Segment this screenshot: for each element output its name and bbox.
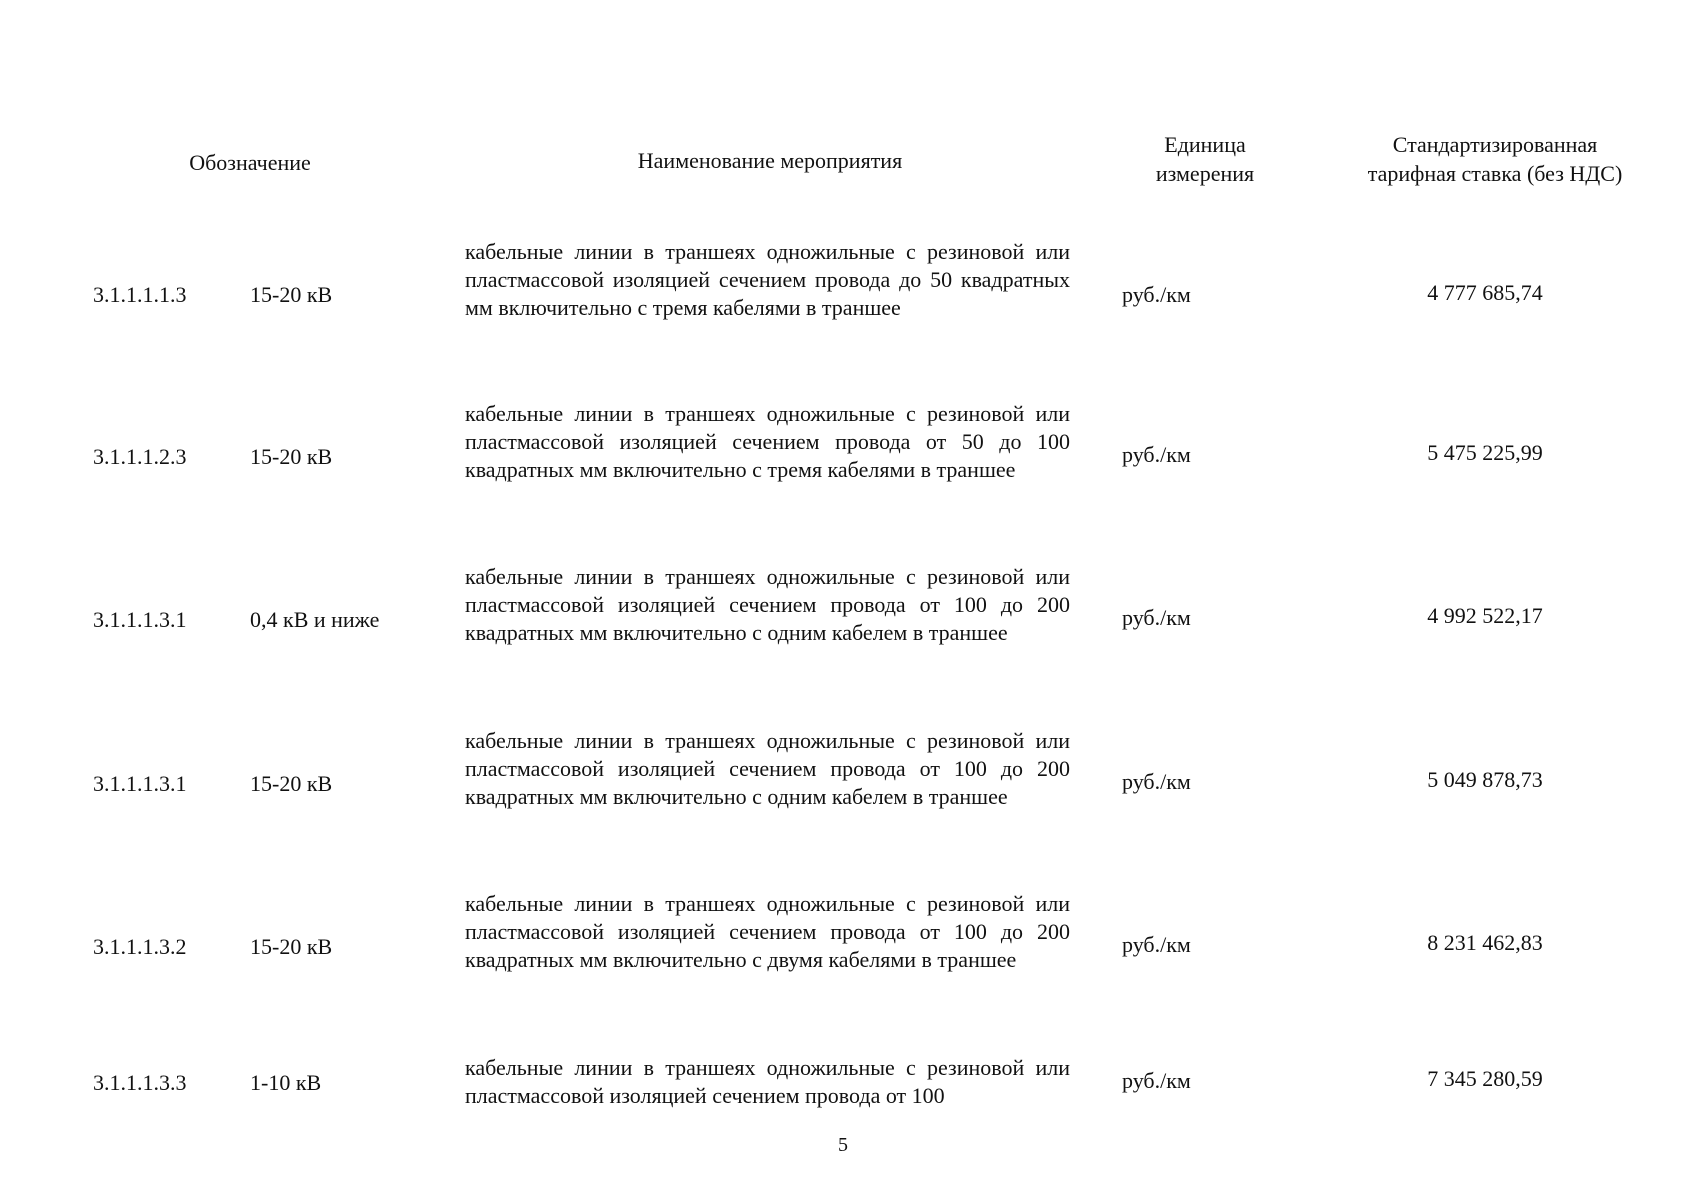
row-unit: руб./км: [1122, 769, 1191, 794]
row-rate: 8 231 462,83: [1427, 930, 1543, 955]
row-code: 3.1.1.1.2.3: [93, 444, 187, 469]
page-number: 5: [838, 1134, 848, 1156]
table-row: [0, 238, 1697, 358]
row-voltage: 0,4 кВ и ниже: [250, 607, 380, 632]
row-rate: 7 345 280,59: [1427, 1066, 1543, 1091]
row-rate: 4 992 522,17: [1427, 603, 1543, 628]
row-description: кабельные линии в траншеях одножильные с резиновой или пластмассовой изоляцией сечением провода до 50 квадратных мм включительно с тремя кабелями в траншее: [465, 239, 1070, 320]
table-row: [0, 727, 1697, 847]
header-rate-line1: Стандартизированная: [1392, 132, 1598, 157]
row-description: кабельные линии в траншеях одножильные с резиновой или пластмассовой изоляцией сечением провода от 50 до 100 квадратных мм включительно с тремя кабелями в траншее: [465, 401, 1070, 482]
header-unit: [1110, 130, 1300, 188]
header-rate: [1330, 130, 1660, 188]
header-unit-line1: Единица: [1164, 132, 1246, 157]
row-code: 3.1.1.1.3.3: [93, 1070, 187, 1095]
row-code: 3.1.1.1.1.3: [93, 282, 187, 307]
table-row: [0, 563, 1697, 683]
row-unit: руб./км: [1122, 932, 1191, 957]
row-description: кабельные линии в траншеях одножильные с резиновой или пластмассовой изоляцией сечением провода от 100 до 200 квадратных мм включительно с одним кабелем в траншее: [465, 728, 1070, 809]
table-row: [0, 890, 1697, 1010]
row-voltage: 15-20 кВ: [250, 771, 333, 796]
header-name: Наименование мероприятия: [637, 148, 903, 173]
row-voltage: 15-20 кВ: [250, 934, 333, 959]
row-voltage: 15-20 кВ: [250, 282, 333, 307]
row-code: 3.1.1.1.3.1: [93, 771, 187, 796]
row-voltage: 15-20 кВ: [250, 444, 333, 469]
row-unit: руб./км: [1122, 282, 1191, 307]
header-rate-line2: тарифная ставка (без НДС): [1367, 161, 1623, 186]
row-unit: руб./км: [1122, 1068, 1191, 1093]
row-voltage: 1-10 кВ: [250, 1070, 322, 1095]
header-unit-line2: измерения: [1155, 161, 1255, 186]
row-code: 3.1.1.1.3.2: [93, 934, 187, 959]
row-unit: руб./км: [1122, 442, 1191, 467]
row-rate: 5 049 878,73: [1427, 767, 1543, 792]
row-rate: 5 475 225,99: [1427, 440, 1543, 465]
row-description: кабельные линии в траншеях одножильные с резиновой или пластмассовой изоляцией сечением провода от 100: [465, 1055, 1070, 1108]
table-row: [0, 400, 1697, 520]
row-description: кабельные линии в траншеях одножильные с резиновой или пластмассовой изоляцией сечением провода от 100 до 200 квадратных мм включительно с одним кабелем в траншее: [465, 564, 1070, 645]
row-description: кабельные линии в траншеях одножильные с резиновой или пластмассовой изоляцией сечением провода от 100 до 200 квадратных мм включительно с двумя кабелями в траншее: [465, 891, 1070, 972]
row-unit: руб./км: [1122, 605, 1191, 630]
header-code: Обозначение: [189, 150, 311, 175]
row-rate: 4 777 685,74: [1427, 280, 1543, 305]
row-code: 3.1.1.1.3.1: [93, 607, 187, 632]
